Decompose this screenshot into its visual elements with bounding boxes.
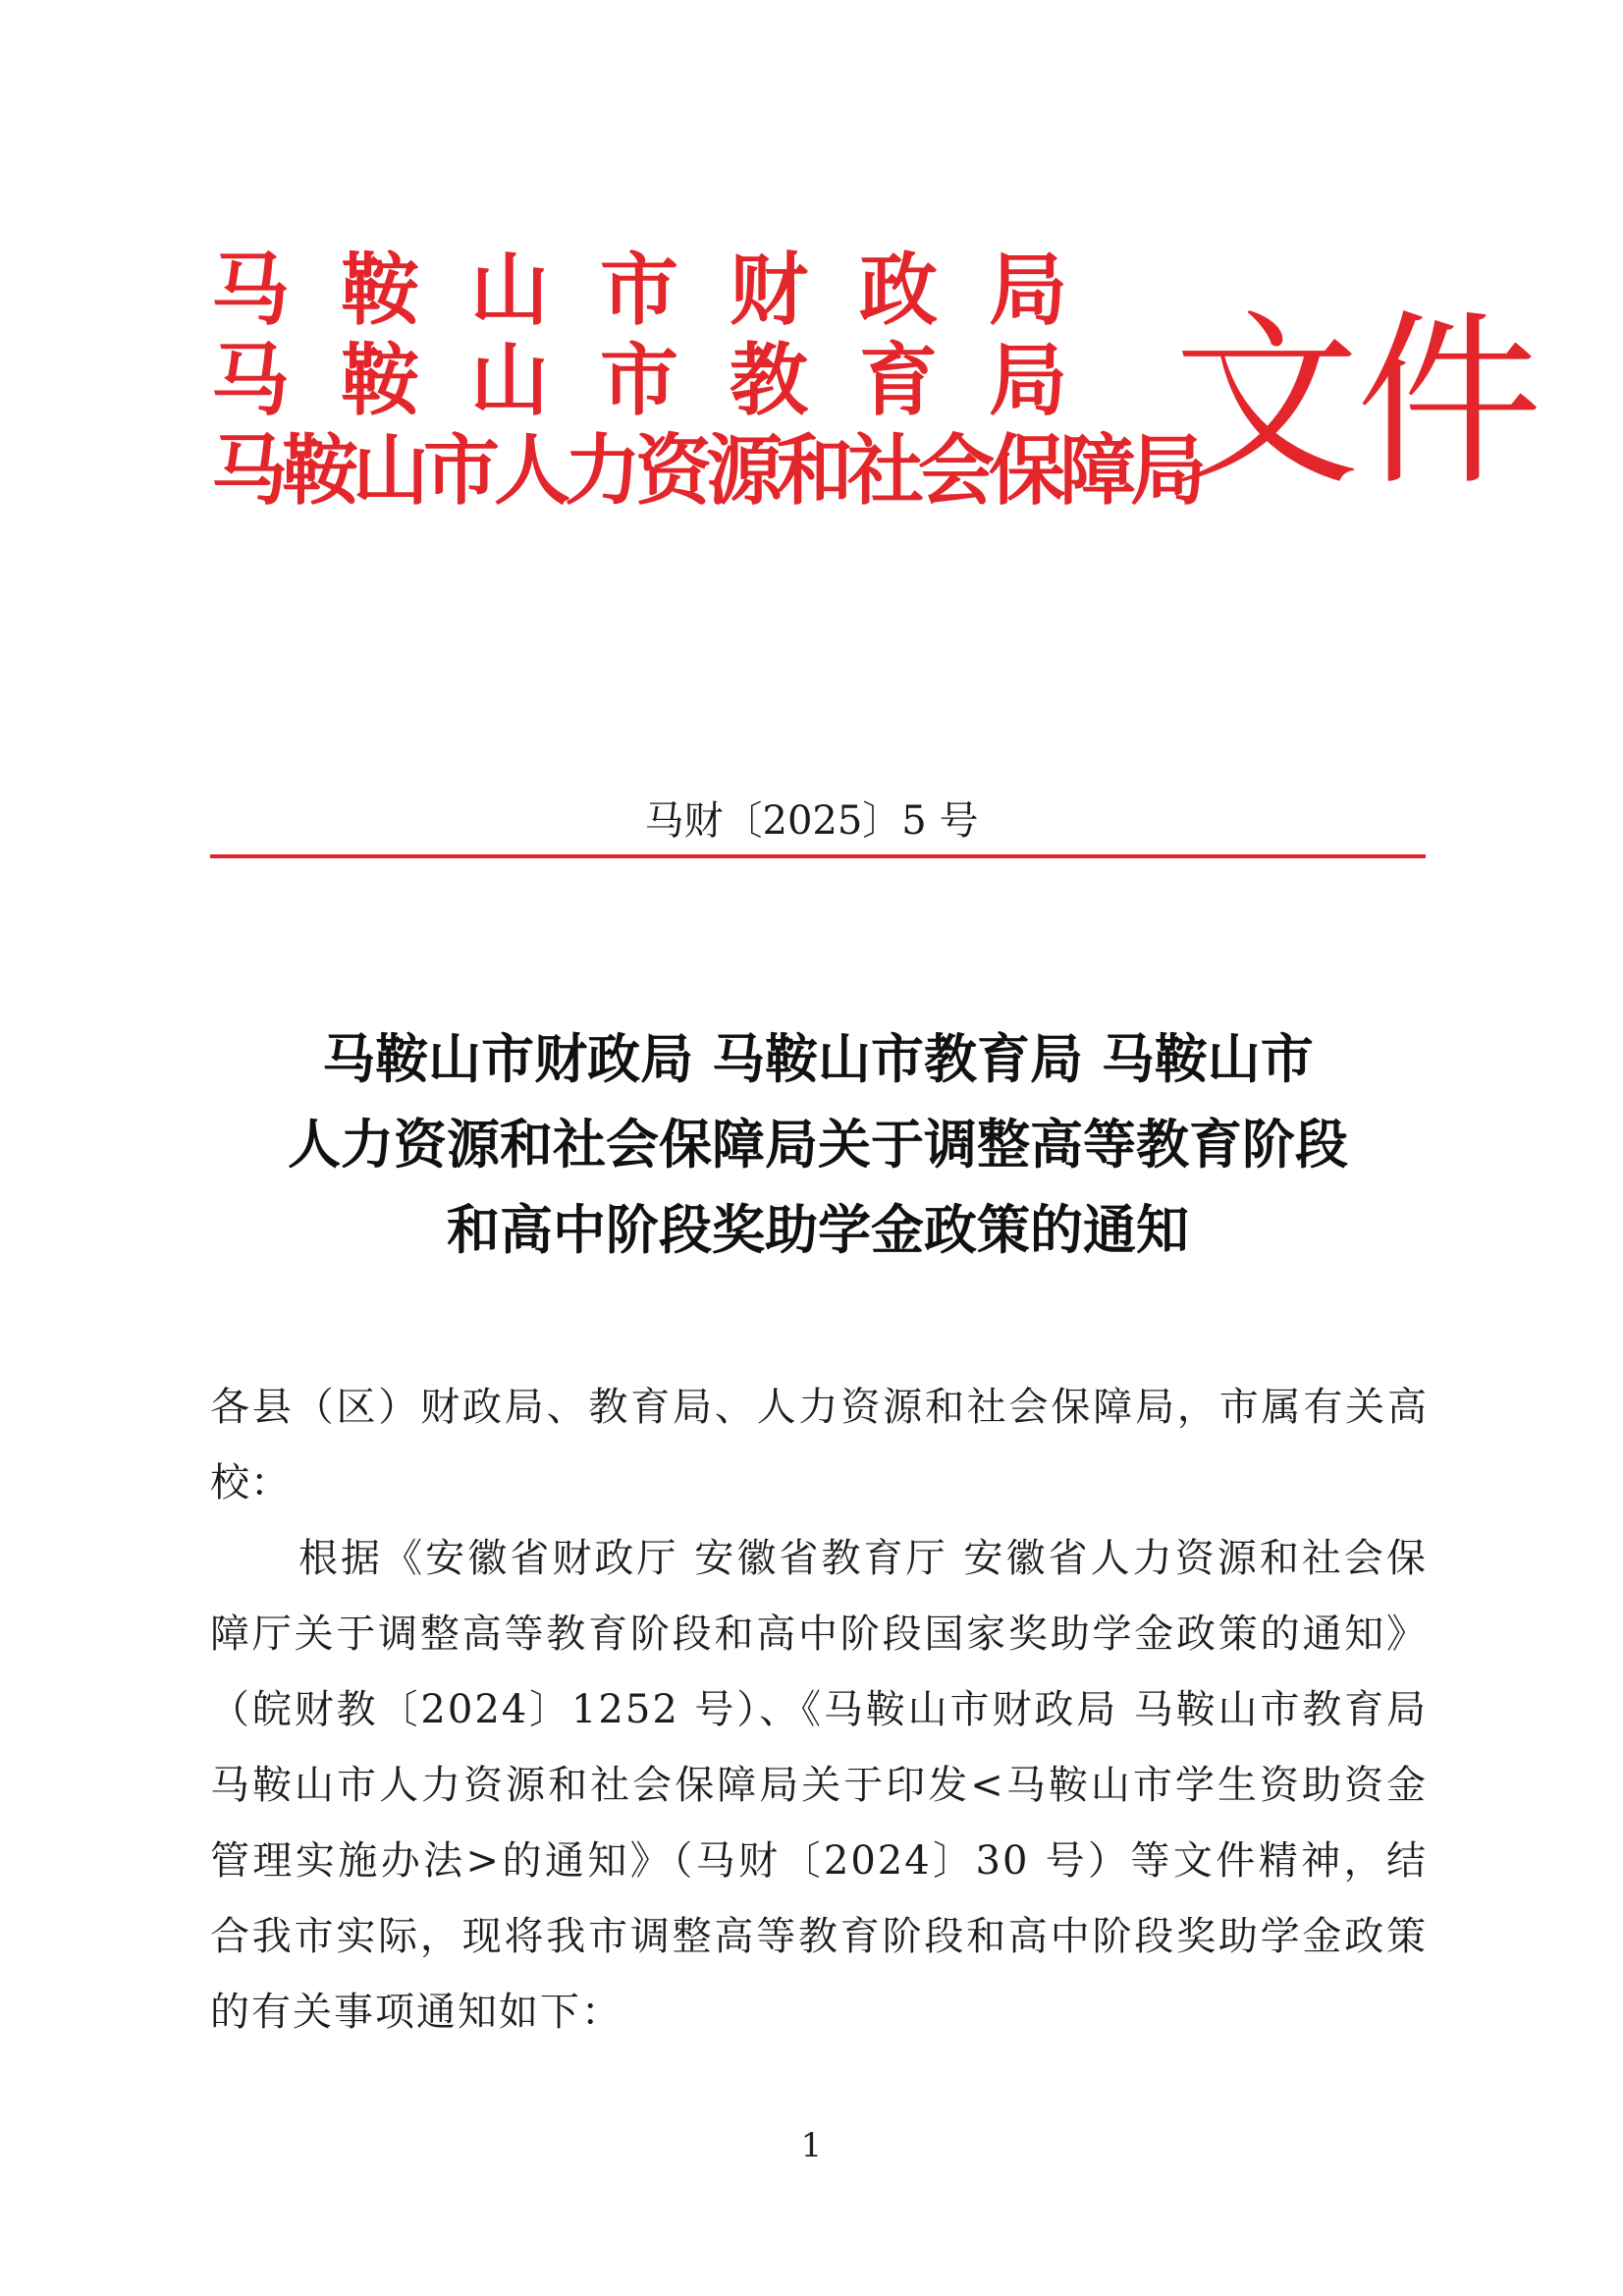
body-paragraph: 根据《安徽省财政厅 安徽省教育厅 安徽省人力资源和社会保障厅关于调整高等教育阶段和高中阶段国家奖助学金政策的通知》（皖财教〔2024〕1252 号）、《马鞍山市财政局 马鞍山市教育局 马鞍山市人力资源和社会保障局关于印发<马鞍山市学生资助资金管理实施办法>的通知》（马财〔2024〕30 号）等文件精神，结合我市实际，现将我市调整高等教育阶段和高中阶段奖助学金政策的有关事项通知如下：: [210, 1536, 1428, 2035]
issuer-block: [211, 245, 1202, 517]
issuer-finance-bureau: 马鞍山市财政局: [211, 245, 1118, 336]
page-number: 1: [800, 2126, 823, 2165]
document-label: 文件: [1173, 294, 1540, 511]
document-body: [210, 1370, 1428, 2050]
red-divider: [210, 854, 1426, 858]
issuer-education-bureau: 马鞍山市教育局: [211, 335, 1118, 426]
title-line: 人力资源和社会保障局关于调整高等教育阶段: [288, 1114, 1348, 1175]
title-line: 马鞍山市财政局 马鞍山市教育局 马鞍山市: [322, 1028, 1314, 1090]
title-line: 和高中阶段奖助学金政策的通知: [447, 1199, 1189, 1261]
issuer-hr-social-security-bureau: 马鞍山市人力资源和社会保障局: [211, 427, 1202, 516]
document-title: [210, 1016, 1426, 1273]
recipients: 各县（区）财政局、教育局、人力资源和社会保障局，市属有关高校：: [210, 1385, 1428, 1505]
document-number: 马财〔2025〕5 号: [644, 798, 979, 844]
